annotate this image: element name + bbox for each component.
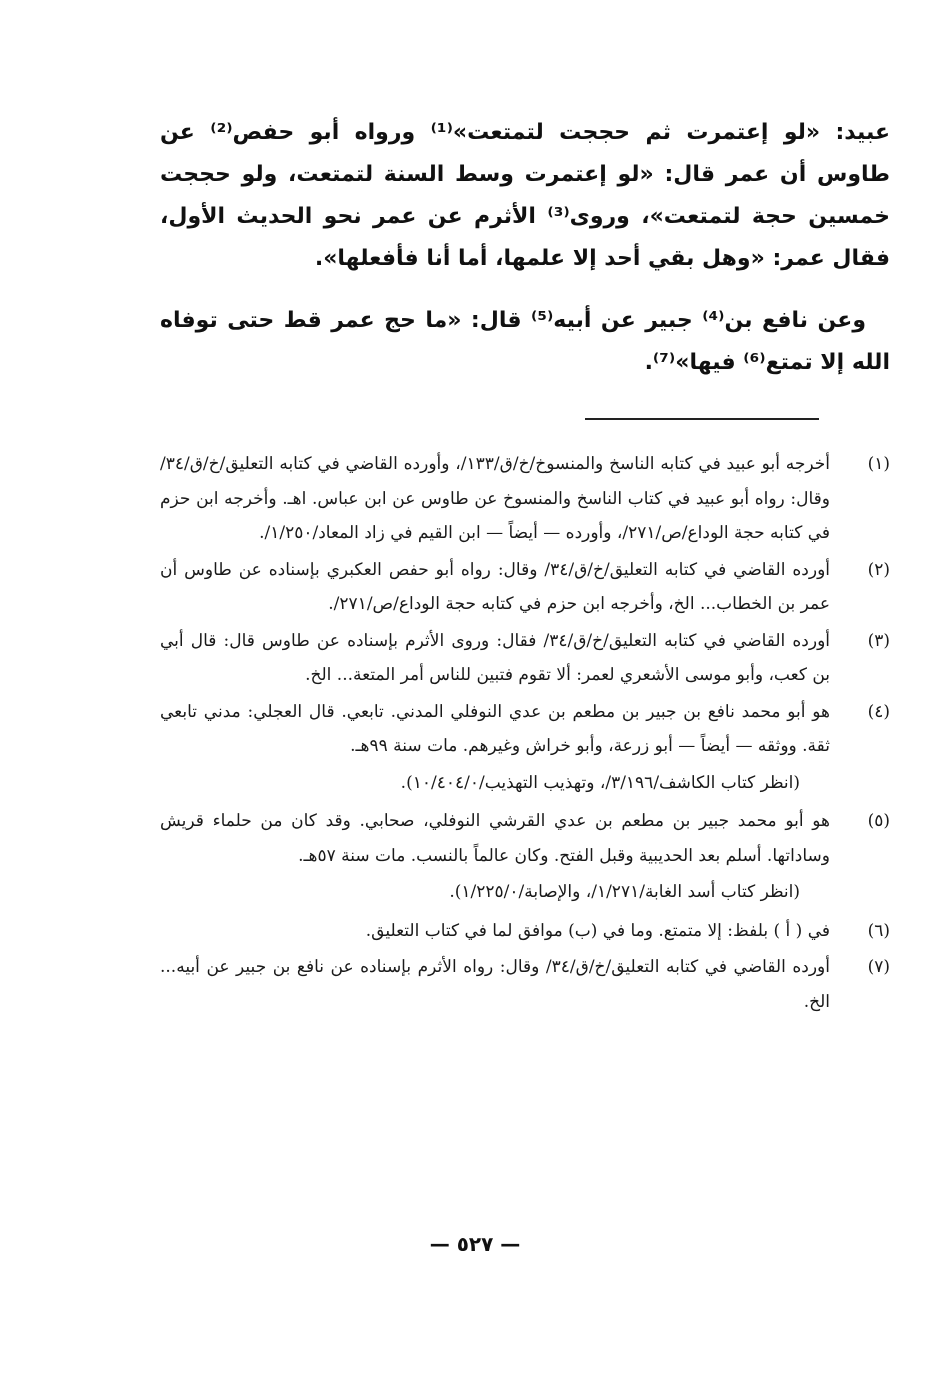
footnote-7 <box>160 950 890 1019</box>
footnote-4 <box>160 695 890 764</box>
footnote-number: (٤) <box>867 701 890 722</box>
footnote-number: (٢) <box>867 559 890 580</box>
footnote-4-reference: (انظر كتاب الكاشف/٣/١٩٦/، وتهذيب التهذيب/١٠/٤٠٤/٠). <box>400 772 800 793</box>
footnote-text: هو أبو محمد جبير بن مطعم بن عدي القرشي النوفلي، صحابي. وقد كان من حلماء قريش وساداتها. أسلم بعد الحديبية وقبل الفتح. وكان عالماً بالنسب. مات سنة ٥٧هـ. <box>160 811 830 866</box>
footnote-number: (٣) <box>867 630 890 651</box>
footnote-number: (١) <box>867 454 890 474</box>
footnote-text: أخرجه أبو عبيد في كتابه الناسخ والمنسوخ/خ/ق/١٣٣/، وأورده القاضي في كتابه التعليق/خ/ق/٣٤/ وقال: رواه أبو عبيد في كتاب الناسخ والمنسوخ عن طاوس عن ابن عباس. اهـ. وأخرجه ابن حزم في كتابه حجة الوداع/ص/٢٧١/، وأورده — أيضاً — ابن القيم في زاد المعاد/١/٢٥٠/. <box>160 454 830 543</box>
footnote-3 <box>160 624 890 693</box>
footnote-5 <box>160 804 890 873</box>
footnote-text: أورده القاضي في كتابه التعليق/خ/ق/٣٤/ وقال: رواه الأثرم بإسناده عن نافع بن جبير عن أبيه... الخ. <box>160 957 830 1012</box>
main-paragraph-2: وعن نافع بن⁽⁴⁾ جبير عن أبيه⁽⁵⁾ قال: «ما حج عمر قط حتى توفاه الله إلا تمتع⁽⁶⁾ فيها»⁽⁷⁾. <box>160 308 890 375</box>
footnote-text: هو أبو محمد نافع بن جبير بن مطعم بن عدي النوفلي المدني. تابعي. قال العجلي: مدني تابعي ثقة. ووثقه — أيضاً — أبو زرعة، وأبو خراش وغيرهم. مات سنة ٩٩هـ. <box>160 701 830 756</box>
main-paragraph-1: عبيد: «لو إعتمرت ثم حججت لتمتعت»⁽¹⁾ ورواه أبو حفص⁽²⁾ عن طاوس أن عمر قال: «لو إعتمرت وسط السنة لتمتعت، ولو حججت خمسين حجة لتمتعت»، وروى⁽³⁾ الأثرم عن عمر نحو الحديث الأول، فقال عمر: «وهل بقي أحد إلا علمها، أما أنا فأفعلها». <box>160 120 891 271</box>
footnote-text: أورده القاضي في كتابه التعليق/خ/ق/٣٤/ وقال: رواه أبو حفص العكبري بإسناده عن طاوس أن عمر بن الخطاب... الخ، وأخرجه ابن حزم في كتابه حجة الوداع/ص/٢٧١/. <box>160 559 831 614</box>
footnote-6 <box>160 914 890 949</box>
footnote-number: (٥) <box>867 811 890 831</box>
page-number: — ٥٢٧ — <box>429 1232 521 1256</box>
footnotes <box>160 447 890 1021</box>
main-text <box>160 112 890 384</box>
footnote-number: (٧) <box>867 957 890 977</box>
footnote-number: (٦) <box>867 920 890 941</box>
footnote-text: في ( أ ) بلفظ: إلا متمتع. وما في (ب) موافق لما في كتاب التعليق. <box>365 920 830 941</box>
footnote-divider <box>585 418 819 420</box>
footnote-1 <box>160 447 890 551</box>
footnote-5-reference: (انظر كتاب أسد الغابة/١/٢٧١/، والإصابة/١/٢٢٥/٠). <box>449 882 800 902</box>
footnote-text: أورده القاضي في كتابه التعليق/خ/ق/٣٤/ فقال: وروى الأثرم بإسناده عن طاوس قال: قال أبي بن كعب، وأبو موسى الأشعري لعمر: ألا تقوم فتبين للناس أمر المتعة... الخ. <box>160 630 831 685</box>
footnote-2 <box>160 553 890 622</box>
